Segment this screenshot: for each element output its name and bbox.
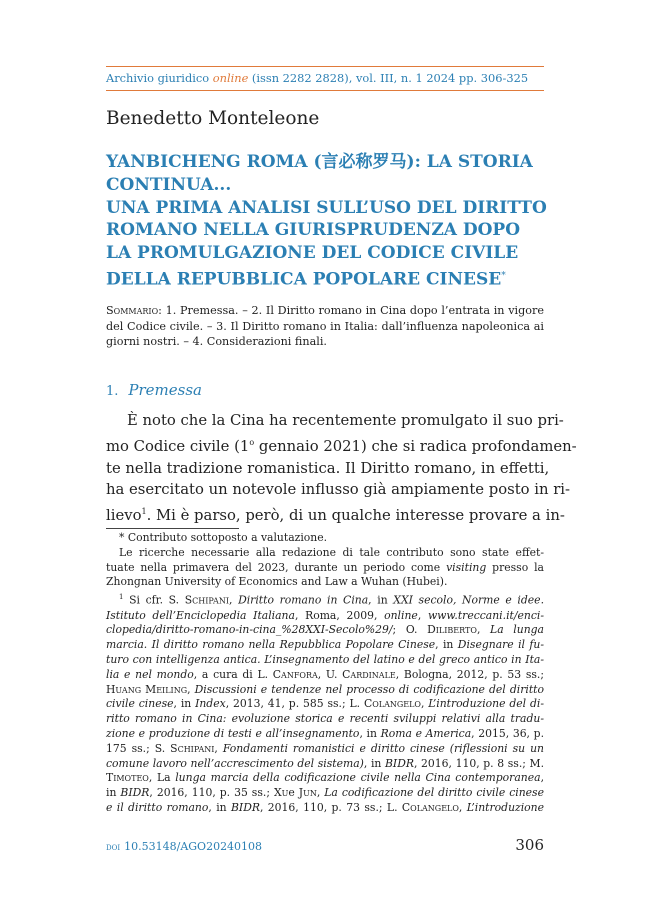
summary-text: 1. Premessa. – 2. Il Diritto romano in Cina dopo l’entrata in vigore del Codice civile. – 3. Il Diritto romano in Italia: dall’influenza napoleonica ai giorni nostri. – 4. Considerazioni finali. (106, 304, 544, 348)
title-line: LA PROMULGAZIONE DEL CODICE CIVILE (106, 243, 519, 264)
body-line: ha esercitato un notevole influsso già ampiamente posto in ri- (106, 481, 571, 499)
treccani-link-cont[interactable]: clopedia/diritto-romano-in-cina_%28XXI-Secolo%29/ (106, 623, 393, 637)
footnote-ref-1[interactable]: 1 (141, 507, 147, 517)
footnotes (106, 531, 544, 816)
body-line: È noto che la Cina ha recentemente promulgato il suo pri- (127, 412, 564, 429)
body-text-run: mo Codice civile (1 (106, 437, 250, 455)
section-title: Premessa (128, 381, 202, 399)
section-heading (106, 381, 202, 399)
summary-label: Sommario: (106, 304, 162, 317)
footnote-1-line: marcia. Il diritto romano nella Repubblica Popolare Cinese, in Disegnare il fu- (106, 638, 544, 652)
title-line: YANBICHENG ROMA (言必称罗马): LA STORIA (106, 152, 533, 172)
treccani-link[interactable]: www.treccani.it/enci- (427, 608, 544, 622)
section-number: 1. (106, 384, 119, 399)
footnote-star: * Contributo sottoposto a valutazione. (119, 531, 328, 544)
footnote-divider (106, 528, 239, 529)
doi-link[interactable]: 10.53148/AGO20240108 (124, 840, 263, 853)
journal-issue-info: (issn 2282 2828), vol. III, n. 1 2024 pp. 306-325 (248, 71, 529, 85)
journal-name: Archivio giuridico (106, 71, 213, 85)
footnote-1-line: Huang Meiling, Discussioni e tendenze nel processo di codificazione del diritto (106, 682, 544, 696)
title-footnote-mark[interactable]: * (501, 270, 506, 281)
doi-label: doi (106, 842, 121, 853)
footnote-1-number: 1 (119, 593, 124, 602)
body-paragraph (106, 410, 577, 527)
author-name: Benedetto Monteleone (106, 108, 320, 129)
footnote-1-line: $^1$ Si cfr. S. Schipani, Diritto romano in Cina, in XXI secolo, Norme e idee. (119, 593, 545, 607)
footnote-line: Zhongnan University of Economics and Law a Wuhan (Hubei). (106, 575, 448, 589)
footnote-1-line: e il diritto romano, in BIDR, 2016, 110, p. 73 ss.; L. Colangelo, L’introduzione (106, 800, 545, 814)
title-line: UNA PRIMA ANALISI SULL’USO DEL DIRITTO (106, 197, 547, 218)
title-line-text: DELLA REPUBBLICA POPOLARE CINESE (106, 269, 502, 290)
footnote-1-line: ritto romano in Cina: evoluzione storica e recenti sviluppi relativi alla tradu- (106, 712, 544, 726)
footnote-1-line: in BIDR, 2016, 110, p. 35 ss.; Xue Jun, La codificazione del diritto civile cinese (106, 786, 544, 800)
footnote-1-line: zione e produzione di testi e all’insegnamento, in Roma e America, 2015, 36, p. (106, 726, 545, 740)
title-line: CONTINUA... (106, 174, 232, 195)
footnote-1-line: lia e nel mondo, a cura di L. Canfora, U. Cardinale, Bologna, 2012, p. 53 ss.; (106, 667, 544, 681)
footnote-line: tuate nella primavera del 2023, durante un periodo come visiting presso la (106, 560, 544, 574)
footnote-1-line: civile cinese, in Index, 2013, 41, p. 585 ss.; L. Colangelo, L’introduzione del di- (106, 697, 545, 711)
body-text-run: . Mi è parso, però, di un qualche interesse provare a in- (146, 507, 565, 525)
body-text-run: lievo (106, 507, 142, 525)
footnote-1-line: comune lavoro nell’accrescimento del sistema), in BIDR, 2016, 110, p. 8 ss.; M. (106, 756, 545, 770)
ordinal-superscript: o (249, 437, 255, 447)
footnote-1-line: turo con intelligenza antica. L’insegnamento del latino e del greco antico in Ita- (106, 652, 544, 666)
body-line (106, 432, 577, 458)
doi-footer (106, 840, 262, 853)
body-line (106, 501, 565, 527)
article-title (106, 151, 546, 291)
footnote-1-line: Timoteo, La lunga marcia della codificazione civile nella Cina contemporanea, (106, 771, 544, 785)
title-line (106, 265, 546, 291)
summary (106, 303, 544, 350)
journal-online-label: online (212, 71, 249, 85)
footnote-1-line: 175 ss.; S. Schipani, Fondamenti romanistici e diritto cinese (riflessioni su un (106, 741, 544, 755)
title-line: ROMANO NELLA GIURISPRUDENZA DOPO (106, 220, 521, 241)
journal-header (106, 66, 544, 91)
footnote-line: Le ricerche necessarie alla redazione di tale contributo sono state effet- (119, 545, 544, 559)
body-text-run: gennaio 2021) che si radica profondamen- (254, 437, 577, 455)
page-number: 306 (515, 836, 544, 854)
footnote-1-line: Istituto dell’Enciclopedia Italiana, Roma, 2009, online, www.treccani.it/enci- (106, 608, 544, 622)
footnote-1-line: clopedia/diritto-romano-in-cina_%28XXI-Secolo%29/; O. Diliberto, La lunga (106, 623, 544, 637)
body-line: te nella tradizione romanistica. Il Diritto romano, in effetti, (106, 459, 550, 477)
